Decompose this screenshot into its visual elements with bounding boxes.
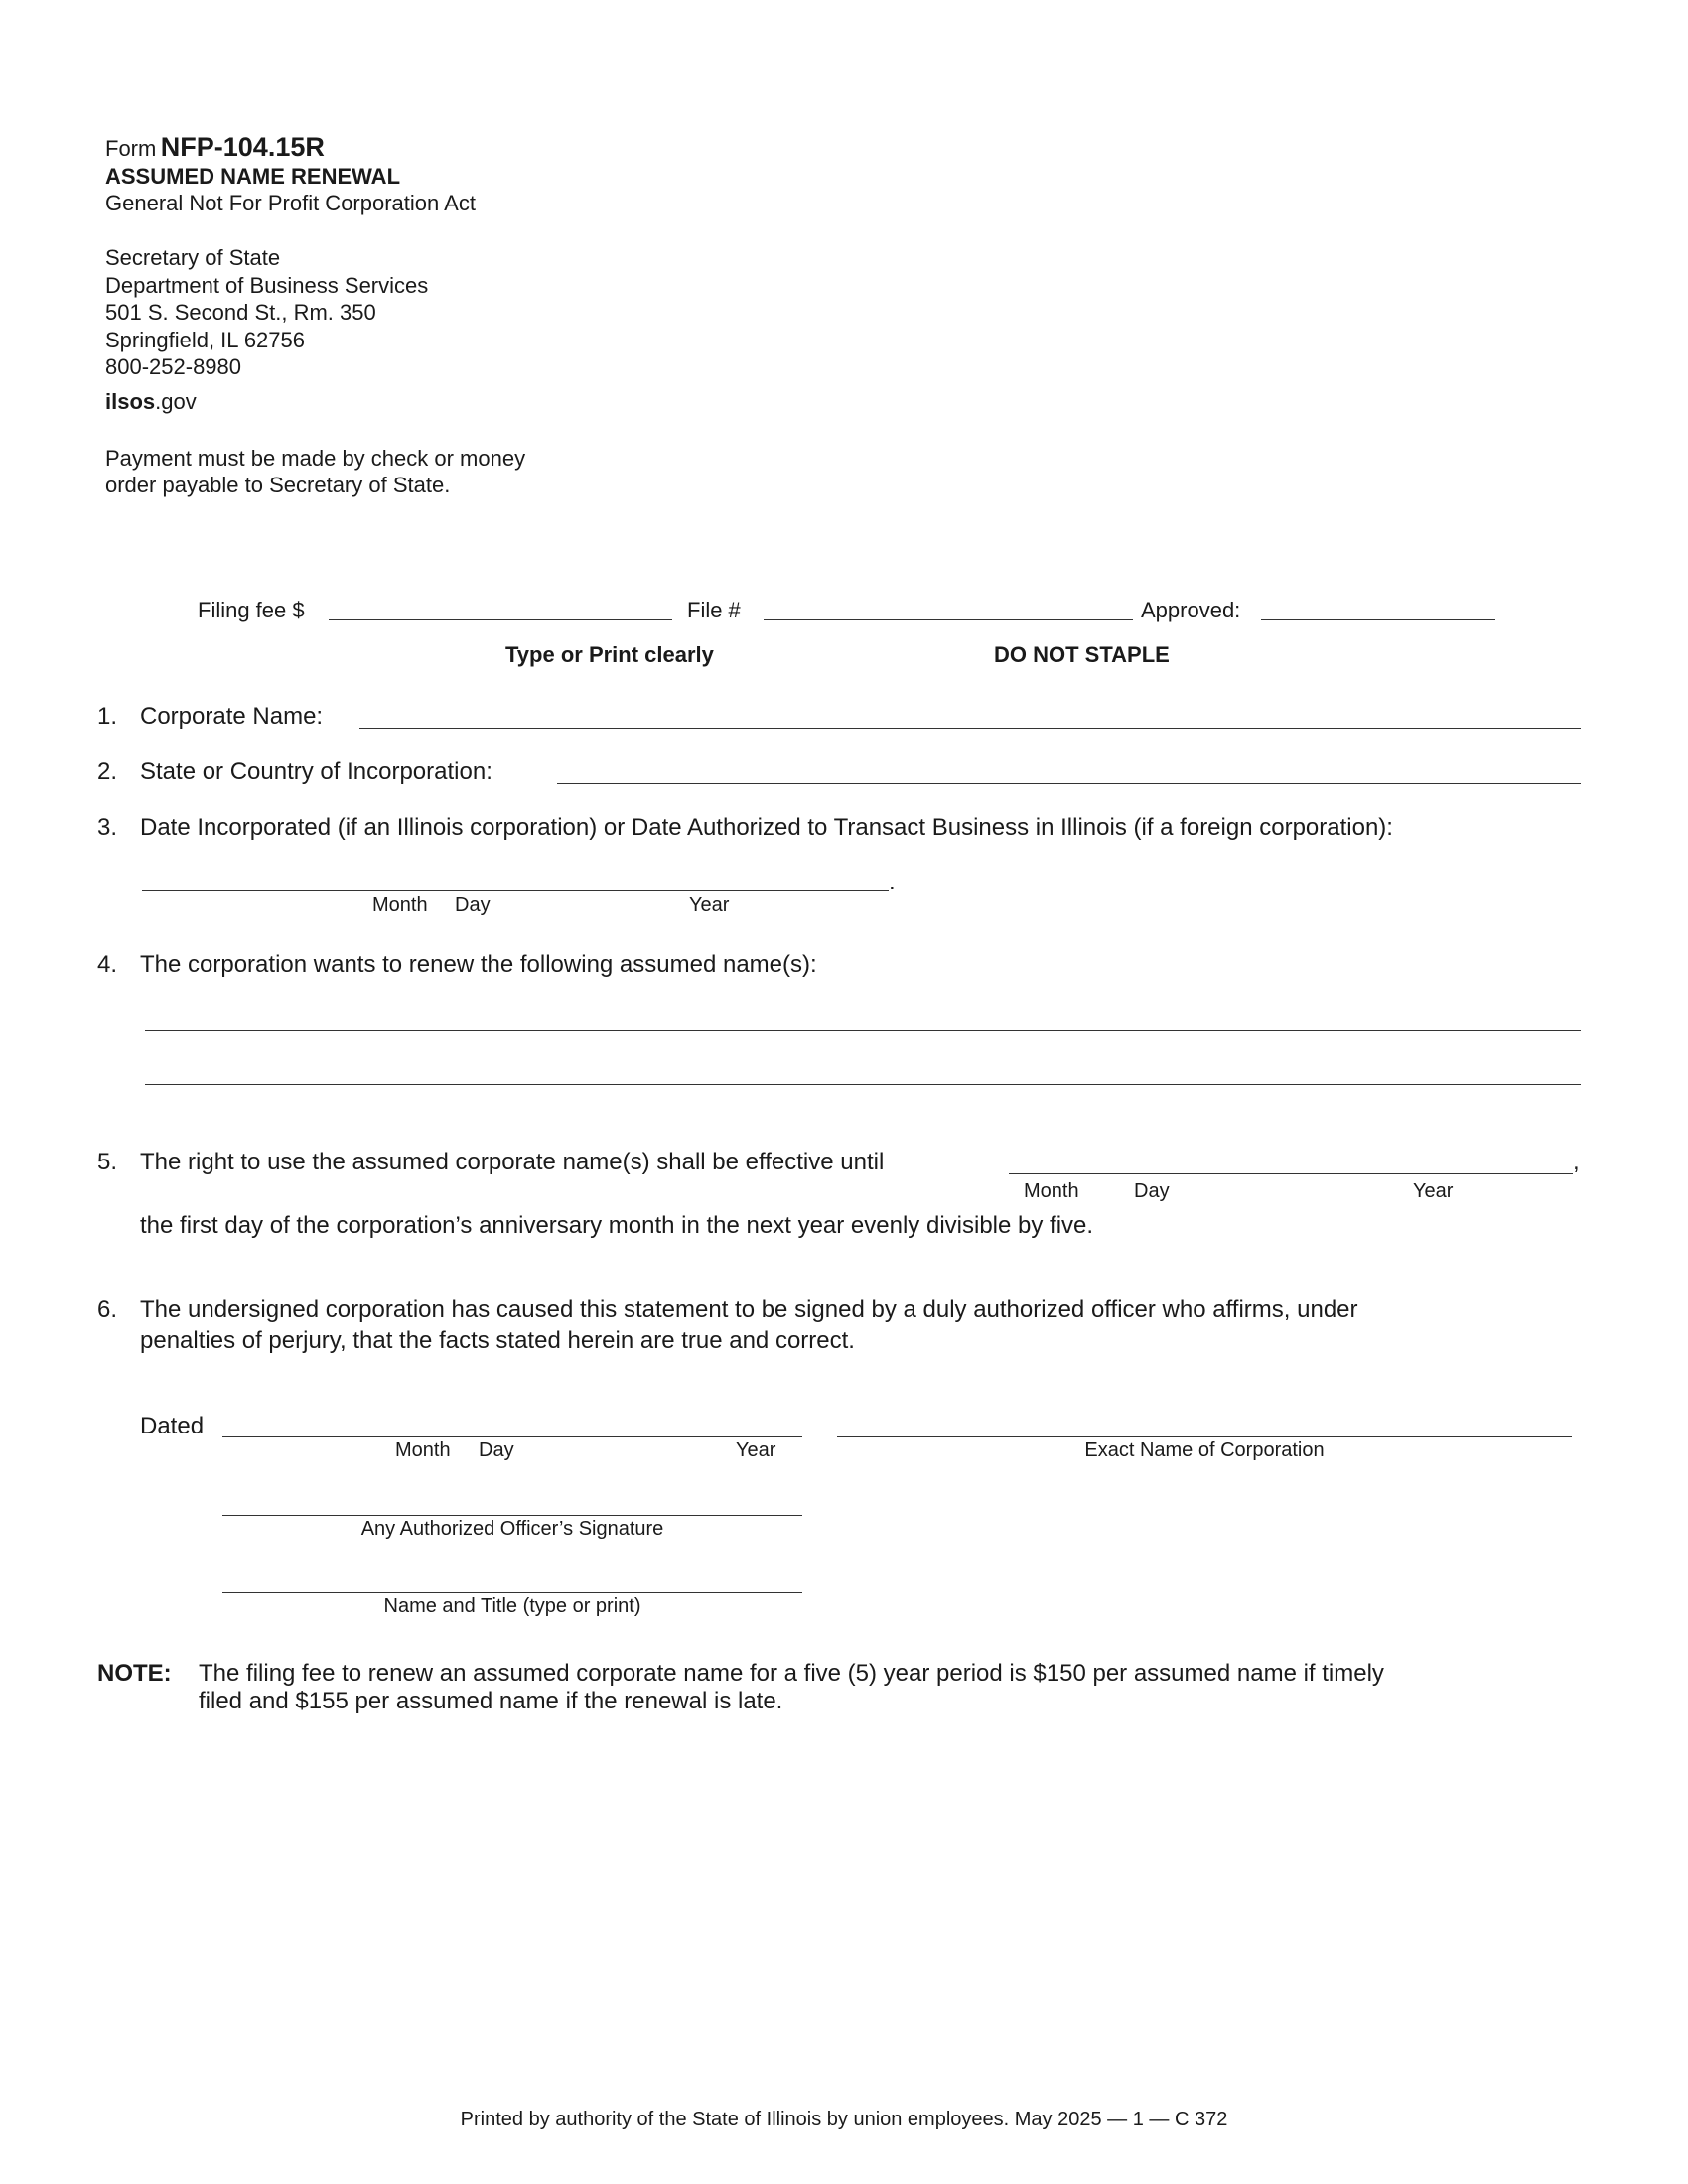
item-2-label: State or Country of Incorporation: (140, 758, 492, 785)
filing-fee-label: Filing fee $ (198, 598, 305, 622)
approved-label: Approved: (1141, 598, 1241, 622)
note-line-1: The filing fee to renew an assumed corporate name for a five (5) year period is $150 per assumed name if timely (199, 1660, 1384, 1687)
payment-line-1: Payment must be made by check or money (105, 446, 526, 471)
address-office: Secretary of State (105, 245, 281, 270)
dated-label: Dated (140, 1413, 205, 1439)
note-line-2: filed and $155 per assumed name if the renewal is late. (199, 1688, 783, 1714)
form-heading (105, 131, 325, 163)
date-3-day-caption: Day (455, 894, 491, 916)
state-of-incorporation-field[interactable] (557, 783, 1581, 784)
item-3-period: . (889, 869, 896, 895)
effective-until-field[interactable] (1009, 1173, 1573, 1174)
website-domain: ilsos (105, 389, 156, 414)
form-prefix: Form (105, 136, 157, 161)
dated-year-caption: Year (736, 1439, 776, 1461)
date-5-month-caption: Month (1024, 1180, 1079, 1202)
date-3-month-caption: Month (372, 894, 428, 916)
footer-text: Printed by authority of the State of Illinois by union employees. May 2025 — 1 — C 372 (460, 2109, 1228, 2130)
item-4-label: The corporation wants to renew the following assumed name(s): (140, 951, 817, 978)
item-3-label: Date Incorporated (if an Illinois corporation) or Date Authorized to Transact Business in Illinois (if a foreign corporation): (140, 814, 1393, 841)
form-title: ASSUMED NAME RENEWAL (105, 164, 401, 189)
instruction-no-staple: DO NOT STAPLE (994, 642, 1170, 667)
item-1-number: 1. (97, 703, 118, 730)
item-6-number: 6. (97, 1297, 118, 1323)
item-1-label: Corporate Name: (140, 703, 324, 730)
payment-line-2: order payable to Secretary of State. (105, 473, 451, 497)
date-5-year-caption: Year (1413, 1180, 1454, 1202)
officer-signature-caption: Any Authorized Officer’s Signature (360, 1518, 664, 1540)
act-name: General Not For Profit Corporation Act (105, 191, 476, 215)
dated-field[interactable] (222, 1436, 802, 1437)
address-city: Springfield, IL 62756 (105, 328, 305, 352)
item-5-comma: , (1573, 1149, 1580, 1175)
assumed-name-field-2[interactable] (145, 1084, 1581, 1085)
item-3-number: 3. (97, 814, 118, 841)
exact-corporation-name-field[interactable] (837, 1436, 1572, 1437)
website-tld: .gov (155, 389, 197, 414)
date-3-year-caption: Year (689, 894, 730, 916)
item-2-number: 2. (97, 758, 118, 785)
item-4-number: 4. (97, 951, 118, 978)
note-label: NOTE: (97, 1660, 172, 1687)
file-number-field[interactable] (764, 619, 1133, 620)
approved-field[interactable] (1261, 619, 1495, 620)
dated-day-caption: Day (479, 1439, 514, 1461)
item-6-line-1: The undersigned corporation has caused this statement to be signed by a duly authorized officer who affirms, under (140, 1297, 1358, 1323)
assumed-name-field-1[interactable] (145, 1030, 1581, 1031)
address-phone: 800-252-8980 (105, 354, 242, 379)
corporate-name-field[interactable] (359, 728, 1581, 729)
address-department: Department of Business Services (105, 273, 429, 298)
address-street: 501 S. Second St., Rm. 350 (105, 300, 376, 325)
item-5-continuation: the first day of the corporation’s anniversary month in the next year evenly divisible by five. (140, 1212, 1094, 1239)
filing-fee-field[interactable] (329, 619, 672, 620)
file-number-label: File # (687, 598, 741, 622)
item-5-number: 5. (97, 1149, 118, 1175)
officer-signature-field[interactable] (222, 1515, 802, 1516)
dated-month-caption: Month (395, 1439, 451, 1461)
item-6-line-2: penalties of perjury, that the facts stated herein are true and correct. (140, 1327, 855, 1354)
name-title-caption: Name and Title (type or print) (383, 1595, 641, 1617)
instruction-type-print: Type or Print clearly (505, 642, 714, 667)
date-incorporated-field[interactable] (142, 890, 889, 891)
item-5-label: The right to use the assumed corporate name(s) shall be effective until (140, 1149, 885, 1175)
name-title-field[interactable] (222, 1592, 802, 1593)
exact-corporation-name-caption: Exact Name of Corporation (1084, 1439, 1325, 1461)
website-link[interactable] (105, 389, 197, 415)
date-5-day-caption: Day (1134, 1180, 1170, 1202)
form-number: NFP-104.15R (160, 132, 325, 162)
